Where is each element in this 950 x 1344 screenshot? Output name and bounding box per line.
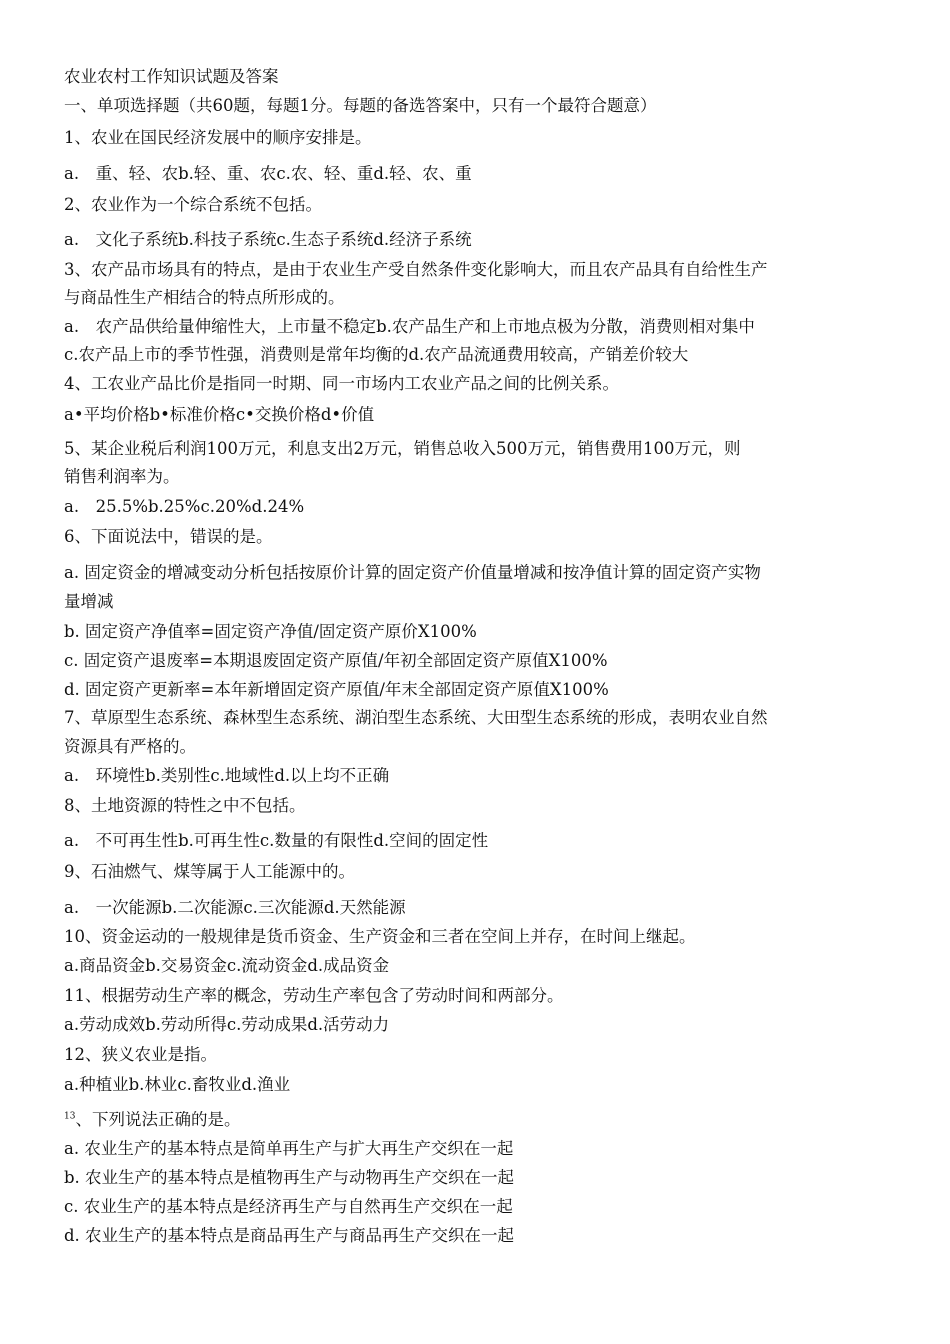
text-line: a. 固定资金的增减变动分析包括按原价计算的固定资产价值量增减和按净值计算的固定资产实物 — [64, 563, 761, 582]
text-line: a. 文化子系统b.科技子系统c.生态子系统d.经济子系统 — [64, 230, 472, 249]
text-line: 7、草原型生态系统、森林型生态系统、湖泊型生态系统、大田型生态系统的形成，表明农业自然 — [64, 708, 768, 727]
text-line: 2、农业作为一个综合系统不包括。 — [64, 195, 322, 214]
text-line: 销售利润率为。 — [64, 467, 180, 486]
text-line: a. 不可再生性b.可再生性c.数量的有限性d.空间的固定性 — [64, 831, 489, 850]
text-line: c. 固定资产退废率=本期退废固定资产原值/年初全部固定资产原值X100% — [64, 651, 608, 670]
section-heading: 一、单项选择题（共60题，每题1分。每题的备选答案中，只有一个最符合题意） — [64, 96, 657, 115]
text-line: a.劳动成效b.劳动所得c.劳动成果d.活劳动力 — [64, 1015, 390, 1034]
text-line: a.商品资金b.交易资金c.流动资金d.成品资金 — [64, 956, 390, 975]
text-line: a.种植业b.林业c.畜牧业d.渔业 — [64, 1075, 291, 1094]
text-line: 10、资金运动的一般规律是货币资金、生产资金和三者在空间上并存，在时间上继起。 — [64, 927, 696, 946]
text-line: 5、某企业税后利润100万元，利息支出2万元，销售总收入500万元，销售费用100万元，则 — [64, 439, 741, 458]
text-line: d. 固定资产更新率=本年新增固定资产原值/年末全部固定资产原值X100% — [64, 680, 609, 699]
text-line: a. 农业生产的基本特点是简单再生产与扩大再生产交织在一起 — [64, 1139, 514, 1158]
question-13 — [64, 1109, 886, 1131]
text-line: 4、工农业产品比价是指同一时期、同一市场内工农业产品之间的比例关系。 — [64, 374, 619, 393]
text-line: 11、根据劳动生产率的概念，劳动生产率包含了劳动时间和两部分。 — [64, 986, 564, 1005]
text-line: 资源具有严格的。 — [64, 737, 196, 756]
question-number-superscript: 13 — [64, 1111, 76, 1122]
text-line: a. 农产品供给量伸缩性大，上市量不稳定b.农产品生产和上市地点极为分散，消费则相对集中 — [64, 317, 755, 336]
text-line: d. 农业生产的基本特点是商品再生产与商品再生产交织在一起 — [64, 1226, 515, 1245]
text-line: 12、狭义农业是指。 — [64, 1045, 217, 1064]
text-line: 3、农产品市场具有的特点，是由于农业生产受自然条件变化影响大，而且农产品具有自给性生产 — [64, 260, 768, 279]
text-line: a•平均价格b•标准价格c•交换价格d•价值 — [64, 405, 375, 424]
text-line: 8、土地资源的特性之中不包括。 — [64, 796, 306, 815]
text-line: b. 固定资产净值率=固定资产净值/固定资产原价X100% — [64, 622, 477, 641]
text-line: a. 环境性b.类别性c.地域性d.以上均不正确 — [64, 766, 390, 785]
text-line: a. 一次能源b.二次能源c.三次能源d.天然能源 — [64, 898, 406, 917]
text-line: b. 农业生产的基本特点是植物再生产与动物再生产交织在一起 — [64, 1168, 515, 1187]
text-line: 1、农业在国民经济发展中的顺序安排是。 — [64, 128, 372, 147]
text-line: 6、下面说法中，错误的是。 — [64, 527, 273, 546]
text-line: c. 农业生产的基本特点是经济再生产与自然再生产交织在一起 — [64, 1197, 513, 1216]
text-line: 量增减 — [64, 592, 114, 611]
question-13-text: 、下列说法正确的是。 — [75, 1110, 241, 1129]
text-line: c.农产品上市的季节性强，消费则是常年均衡的d.农产品流通费用较高，产销差价较大 — [64, 345, 689, 364]
text-line: a. 25.5%b.25%c.20%d.24% — [64, 497, 305, 516]
document-title: 农业农村工作知识试题及答案 — [64, 67, 279, 86]
text-line: 与商品性生产相结合的特点所形成的。 — [64, 288, 345, 307]
text-line: 9、石油燃气、煤等属于人工能源中的。 — [64, 862, 355, 881]
text-line: a. 重、轻、农b.轻、重、农c.农、轻、重d.轻、农、重 — [64, 164, 472, 183]
